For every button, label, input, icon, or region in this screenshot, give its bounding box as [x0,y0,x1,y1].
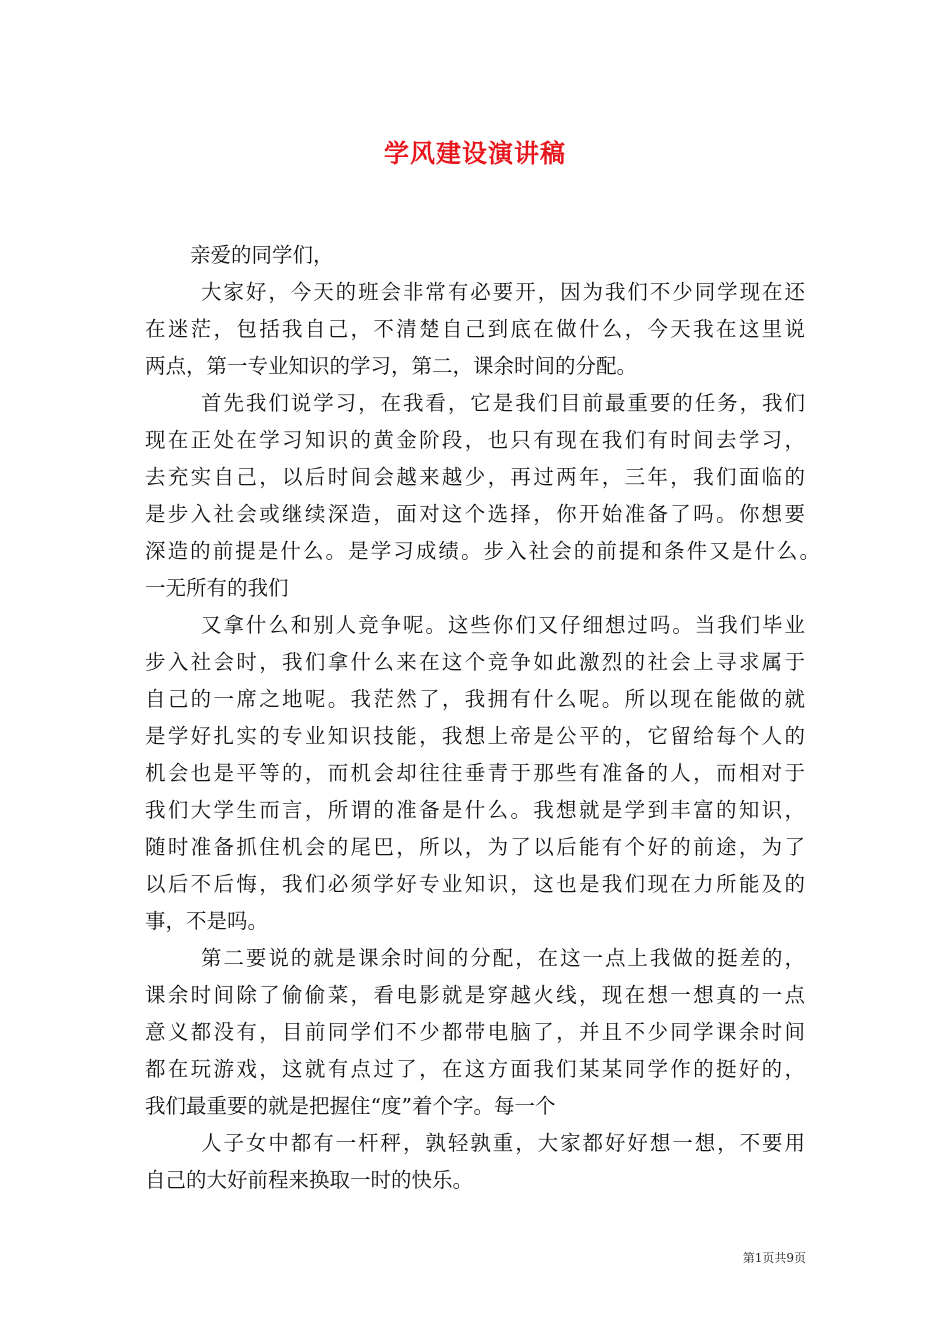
page-number: 第1页共9页 [742,1251,806,1265]
text-line: 两点，第一专业知识的学习，第二，课余时间的分配。 [145,354,637,378]
text-line: 首先我们说学习，在我看，它是我们目前最重要的任务，我们 [201,391,805,415]
text-line: 是步入社会或继续深造，面对这个选择，你开始准备了吗。你想要 [145,502,805,526]
text-line: 随时准备抓住机会的尾巴，所以，为了以后能有个好的前途，为了 [145,835,805,859]
text-line: 人子女中都有一杆秤，孰轻孰重，大家都好好想一想，不要用 [201,1131,805,1155]
text-line: 自己的一席之地呢。我茫然了，我拥有什么呢。所以现在能做的就 [145,687,805,711]
text-line: 在迷茫，包括我自己，不清楚自己到底在做什么，今天我在这里说 [145,317,805,341]
text-line: 一无所有的我们 [145,576,289,600]
text-line: 现在正处在学习知识的黄金阶段，也只有现在我们有时间去学习， [145,428,805,452]
text-line: 是学好扎实的专业知识技能，我想上帝是公平的，它留给每个人的 [145,724,805,748]
text-line: 事，不是吗。 [145,909,268,933]
text-line: 又拿什么和别人竞争呢。这些你们又仔细想过吗。当我们毕业 [201,613,805,637]
document-title: 学风建设演讲稿 [383,139,566,168]
salutation: 亲爱的同学们， [190,243,334,267]
text-line: 步入社会时，我们拿什么来在这个竞争如此激烈的社会上寻求属于 [145,650,805,674]
text-line: 课余时间除了偷偷菜，看电影就是穿越火线，现在想一想真的一点 [145,983,805,1007]
text-line: 意义都没有，目前同学们不少都带电脑了，并且不少同学课余时间 [145,1020,805,1044]
text-line: 机会也是平等的，而机会却往往垂青于那些有准备的人，而相对于 [145,761,805,785]
text-line: 我们大学生而言，所谓的准备是什么。我想就是学到丰富的知识， [145,798,805,822]
text-line: 我们最重要的就是把握住“度”着个字。每一个 [145,1094,556,1118]
text-line: 以后不后悔，我们必须学好专业知识，这也是我们现在力所能及的 [145,872,805,896]
text-line: 去充实自己，以后时间会越来越少，再过两年，三年，我们面临的 [145,465,805,489]
text-line: 自己的大好前程来换取一时的快乐。 [145,1168,473,1192]
text-line: 第二要说的就是课余时间的分配，在这一点上我做的挺差的， [201,946,805,970]
text-line: 大家好，今天的班会非常有必要开，因为我们不少同学现在还 [201,280,805,304]
text-line: 都在玩游戏，这就有点过了，在这方面我们某某同学作的挺好的， [145,1057,805,1081]
text-line: 深造的前提是什么。是学习成绩。步入社会的前提和条件又是什么。 [145,539,820,563]
